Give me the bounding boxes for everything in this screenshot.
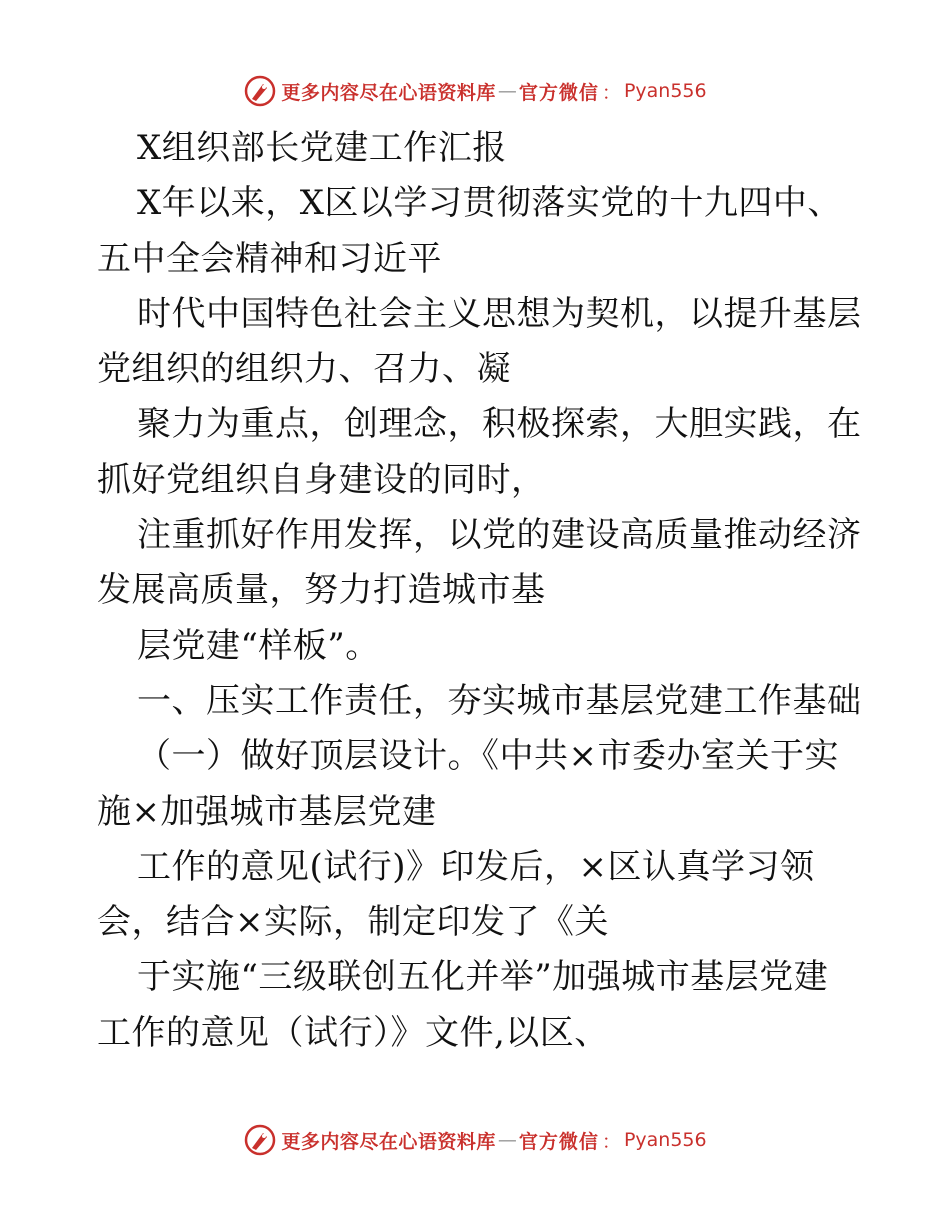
- paragraph-line: 层党建“样板”。: [137, 625, 380, 666]
- watermark-brand: 更多内容尽在心语资料库: [281, 81, 496, 104]
- watermark-separator: ：: [601, 1130, 621, 1153]
- section-heading: 一、压实工作责任，夯实城市基层党建工作基础: [137, 680, 862, 721]
- watermark-account-id: Pyan556: [623, 80, 707, 102]
- pen-nib-logo-icon: [243, 74, 277, 108]
- watermark-account-label: 官方微信: [518, 1130, 599, 1153]
- paragraph-line: 聚力为重点，创理念，积极探索，大胆实践，在: [137, 404, 862, 445]
- pen-nib-logo-icon: [243, 1123, 277, 1157]
- watermark-account-label: 官方微信: [518, 81, 599, 104]
- paragraph-line: 时代中国特色社会主义思想为契机，以提升基层: [137, 293, 862, 334]
- document-body: [97, 121, 862, 1061]
- watermark-footer: [0, 1120, 950, 1160]
- document-title: X组织部长党建工作汇报: [137, 128, 507, 168]
- watermark-account-id: Pyan556: [623, 1129, 707, 1151]
- paragraph-line: X年以来，X区以学习贯彻落实党的十九四中、: [137, 183, 842, 224]
- paragraph-line: 于实施“三级联创五化并举”加强城市基层党建: [137, 957, 829, 998]
- watermark-header: [0, 71, 950, 111]
- paragraph-line: 施×加强城市基层党建: [97, 791, 437, 832]
- paragraph-line: 注重抓好作用发挥，以党的建设高质量推动经济: [137, 515, 862, 556]
- paragraph-line: 工作的意见(试行)》印发后，×区认真学习领: [137, 846, 815, 887]
- paragraph-line: 会，结合×实际，制定印发了《关: [97, 902, 609, 943]
- paragraph-line: 党组织的组织力、召力、凝: [97, 349, 511, 390]
- paragraph-line: 抓好党组织自身建设的同时，: [97, 459, 546, 500]
- paragraph-line: 发展高质量，努力打造城市基: [97, 570, 546, 611]
- paragraph-line: 五中全会精神和习近平: [97, 238, 442, 279]
- watermark-dash: —: [497, 1129, 517, 1151]
- watermark-separator: ：: [601, 81, 621, 104]
- paragraph-line: （一）做好顶层设计。《中共×市委办室关于实: [137, 736, 839, 777]
- watermark-brand: 更多内容尽在心语资料库: [281, 1130, 496, 1153]
- watermark-dash: —: [497, 80, 517, 102]
- paragraph-line: 工作的意见（试行）》文件,以区、: [97, 1012, 609, 1053]
